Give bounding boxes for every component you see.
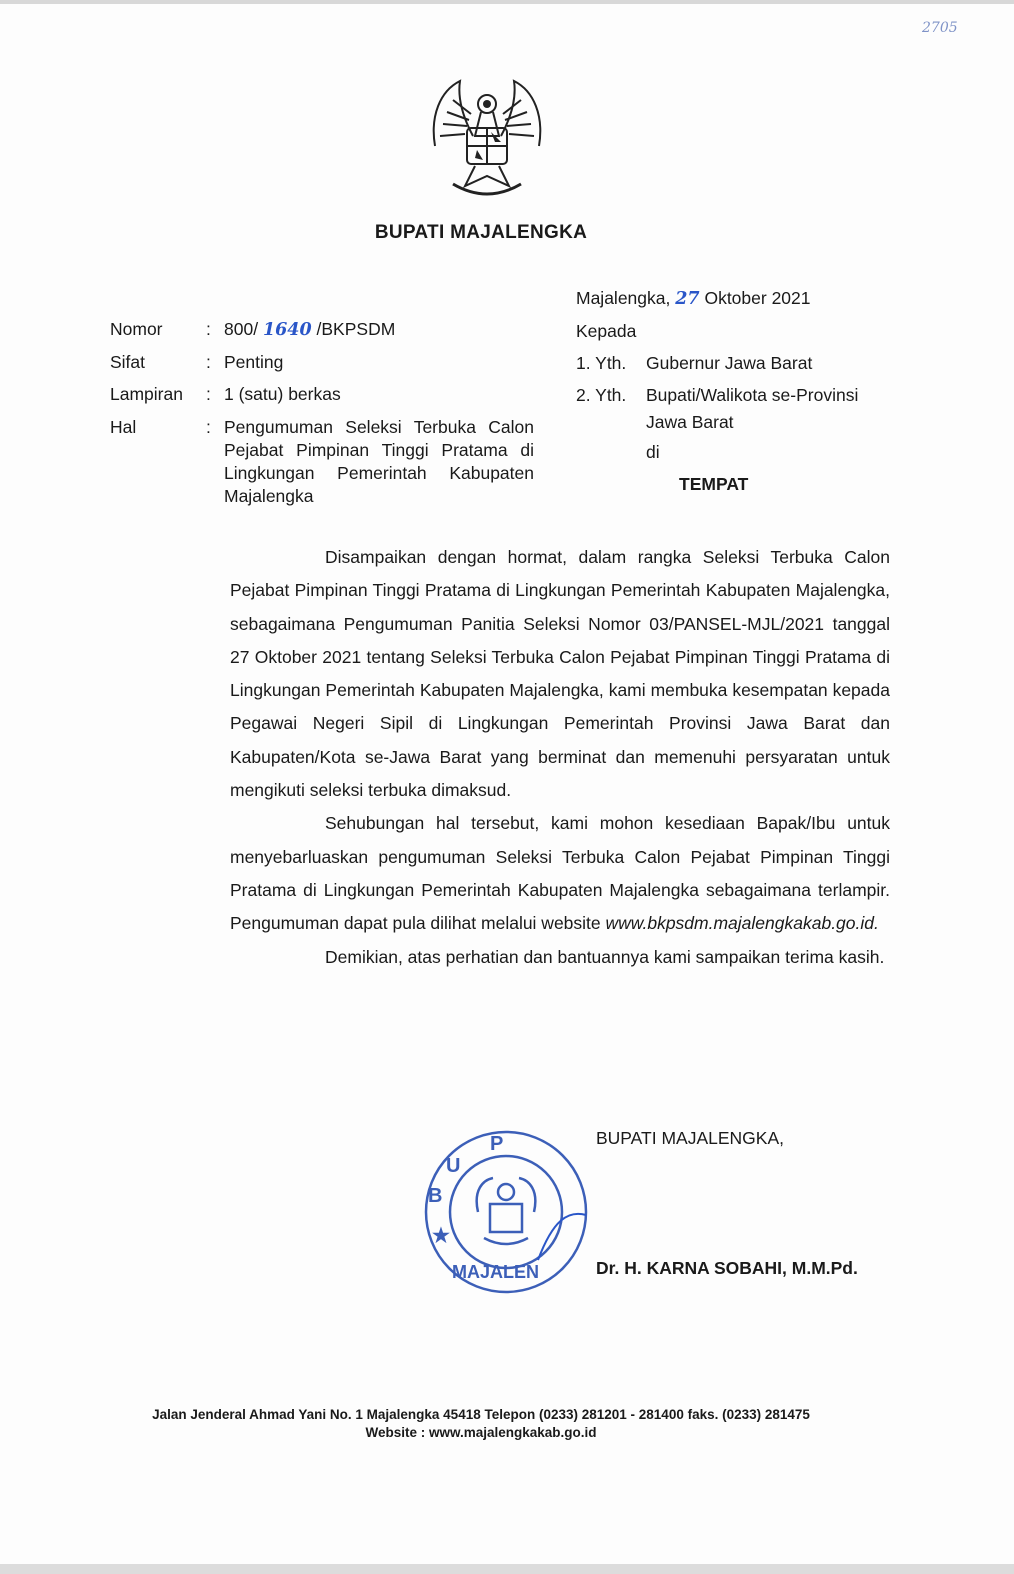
letter-footer bbox=[0, 1406, 962, 1442]
archive-note: 2705 bbox=[922, 20, 958, 36]
recipient-block bbox=[576, 282, 858, 497]
nomor-handwritten: 1640 bbox=[262, 320, 312, 340]
letterhead-title: BUPATI MAJALENGKA bbox=[374, 222, 588, 243]
svg-text:U: U bbox=[446, 1155, 461, 1177]
recipient-name-cont: Jawa Barat bbox=[646, 412, 734, 432]
svg-text:P: P bbox=[490, 1133, 504, 1155]
recipient-item bbox=[576, 379, 858, 411]
date-suffix: Oktober 2021 bbox=[699, 288, 811, 308]
garuda-emblem-icon bbox=[425, 76, 549, 208]
meta-row-nomor bbox=[110, 313, 534, 346]
body-paragraph-3: Demikian, atas perhatian dan bantuannya kami sampaikan terima kasih. bbox=[325, 946, 885, 967]
meta-row-sifat bbox=[110, 346, 534, 378]
nomor-prefix: 800/ bbox=[224, 319, 263, 339]
svg-text:MAJALEN: MAJALEN bbox=[452, 1262, 540, 1282]
footer-website: Website : www.majalengkakab.go.id bbox=[365, 1425, 597, 1440]
meta-colon: : bbox=[206, 417, 211, 437]
meta-colon: : bbox=[206, 352, 211, 372]
recipient-name: Bupati/Walikota se-Provinsi bbox=[646, 385, 859, 405]
meta-row-lampiran bbox=[110, 378, 534, 410]
body-paragraph-1: Disampaikan dengan hormat, dalam rangka Seleksi Terbuka Calon Pejabat Pimpinan Tinggi Pratama di Lingkungan Pemerintah Kabupaten Majalengka, sebagaimana Pengumuman Panitia Seleksi Nomor 03/PANSEL-MJL/2021 tanggal 27 Oktober 2021 tentang Seleksi Terbuka Calon Pejabat Pimpinan Tinggi Pratama di Lingkungan Pemerintah Kabupaten Majalengka, kami membuka kesempatan kepada Pegawai Negeri Sipil di Lingkungan Pemerintah Provinsi Jawa Barat dan Kabupaten/Kota se-Jawa Barat yang berminat dan memenuhi persyaratan untuk mengikuti seleksi terbuka dimaksud. bbox=[230, 547, 890, 801]
meta-label: Lampiran bbox=[110, 384, 183, 404]
footer-address: Jalan Jenderal Ahmad Yani No. 1 Majalengka 45418 Telepon (0233) 281201 - 281400 faks. (0233) 281475 bbox=[152, 1407, 810, 1422]
official-stamp-icon bbox=[418, 1120, 590, 1300]
signatory-title: BUPATI MAJALENGKA, bbox=[596, 1128, 785, 1148]
letter-date bbox=[576, 282, 858, 315]
recipient-number: 1. Yth. bbox=[576, 353, 627, 373]
date-day-handwritten: 27 bbox=[675, 289, 700, 309]
meta-label: Sifat bbox=[110, 352, 146, 372]
nomor-suffix: /BKPSDM bbox=[311, 319, 396, 339]
date-prefix: Majalengka, bbox=[576, 288, 676, 308]
body-paragraph-2 bbox=[230, 807, 890, 940]
scan-edge-top bbox=[0, 0, 1014, 4]
letter-body bbox=[230, 541, 890, 974]
place-label: TEMPAT bbox=[679, 474, 749, 494]
meta-label: Hal bbox=[110, 417, 137, 437]
di-label: di bbox=[646, 442, 660, 462]
meta-value bbox=[224, 313, 534, 346]
meta-colon: : bbox=[206, 384, 211, 404]
svg-text:B: B bbox=[428, 1185, 443, 1207]
meta-row-hal bbox=[110, 410, 534, 508]
kepada-label: Kepada bbox=[576, 321, 637, 341]
meta-value: Penting bbox=[224, 352, 284, 372]
svg-text:★: ★ bbox=[432, 1225, 450, 1247]
bkpsdm-website-link[interactable]: www.bkpsdm.majalengkakab.go.id. bbox=[605, 913, 879, 934]
letter-metadata bbox=[110, 313, 534, 508]
meta-label: Nomor bbox=[110, 319, 163, 339]
signature-block bbox=[596, 1124, 858, 1279]
recipient-number: 2. Yth. bbox=[576, 385, 627, 405]
meta-colon: : bbox=[206, 319, 211, 339]
meta-value: 1 (satu) berkas bbox=[224, 384, 341, 404]
recipient-item bbox=[576, 347, 858, 379]
signatory-name: Dr. H. KARNA SOBAHI, M.M.Pd. bbox=[596, 1258, 858, 1278]
recipient-name: Gubernur Jawa Barat bbox=[646, 353, 813, 373]
meta-value-subject: Pengumuman Seleksi Terbuka Calon Pejabat Pimpinan Tinggi Pratama di Lingkungan Pemerintah Kabupaten Majalengka bbox=[224, 417, 534, 506]
paragraph-2-text: Sehubungan hal tersebut, kami mohon kesediaan Bapak/Ibu untuk menyebarluaskan pengumuman Seleksi Terbuka Calon Pejabat Pimpinan Tinggi Pratama di Lingkungan Pemerintah Kabupaten Majalengka sebagaimana terlampir. Pengumuman dapat pula dilihat melalui website bbox=[230, 813, 890, 934]
scan-edge-bottom bbox=[0, 1564, 1014, 1574]
